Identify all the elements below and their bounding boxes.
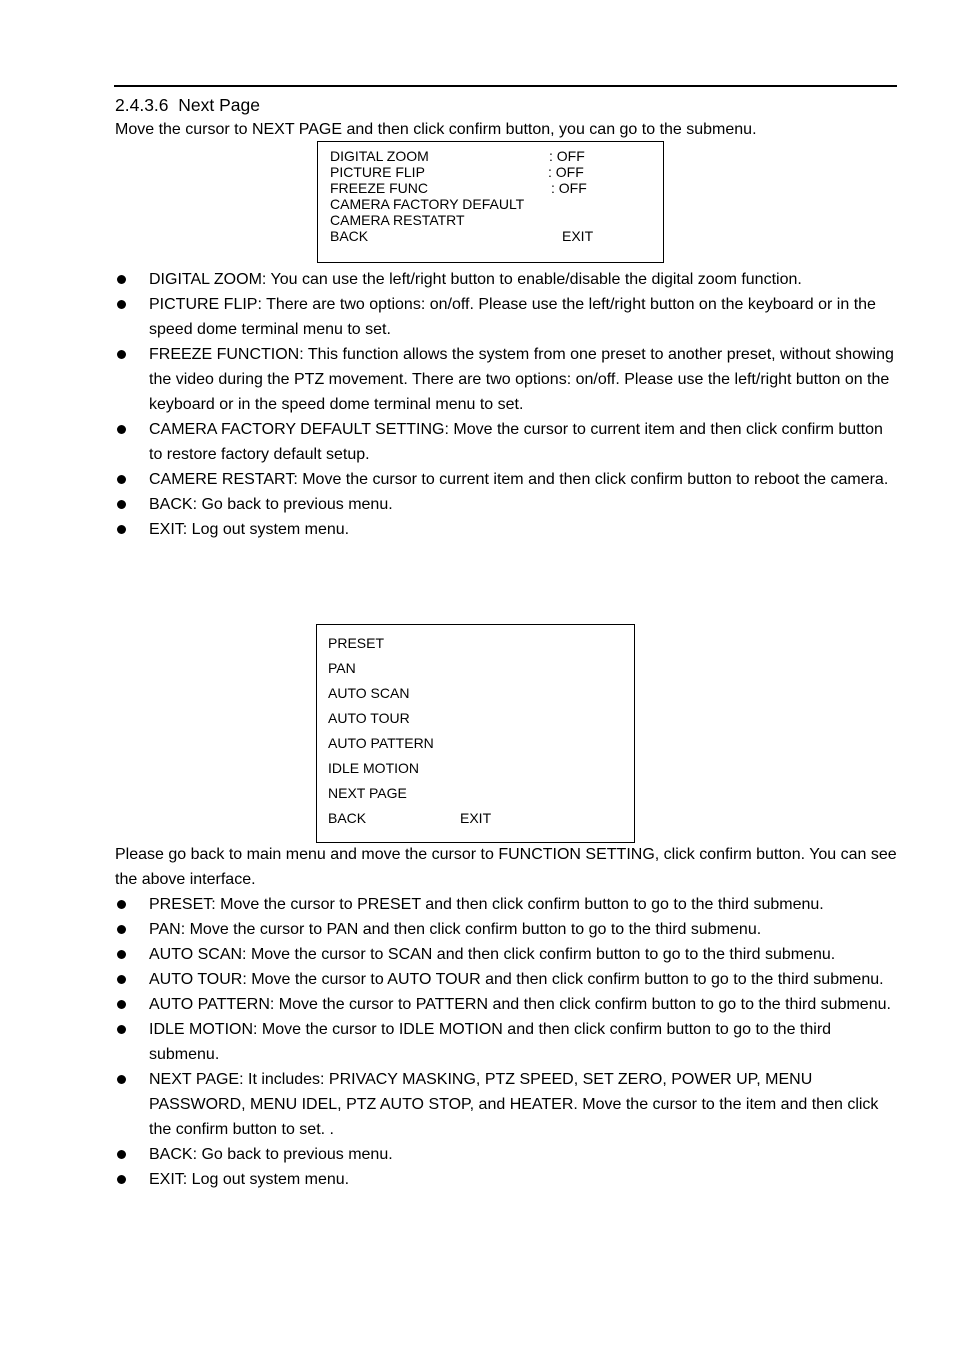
menu-item-label: PRESET [328, 635, 385, 651]
menu-item-label: IDLE MOTION [328, 760, 420, 776]
menu-item-label: AUTO PATTERN [328, 735, 434, 751]
bullet-icon [117, 1175, 126, 1184]
list-item-text: PICTURE FLIP: There are two options: on/off. Please use the left/right button on the keyboard or in the speed dome terminal menu to set. [149, 296, 876, 338]
list-item-text: FREEZE FUNCTION: This function allows the system from one preset to another preset, without showing the video during the PTZ movement. There are two options: on/off. Please use the left/right button on the keyboard or in the speed dome terminal menu to set. [149, 346, 894, 413]
submenu-item-descriptions [115, 267, 900, 542]
bullet-icon [117, 525, 126, 534]
top-rule [114, 85, 897, 87]
list-item [115, 892, 900, 917]
list-item [115, 292, 900, 342]
menu-item-label: FREEZE FUNC [330, 180, 428, 196]
bullet-icon [117, 475, 126, 484]
bullet-icon [117, 350, 126, 359]
bullet-icon [117, 500, 126, 509]
bullet-icon [117, 925, 126, 934]
list-item-text: DIGITAL ZOOM: You can use the left/right button to enable/disable the digital zoom function. [149, 271, 802, 288]
bullet-icon [117, 1075, 126, 1084]
list-item-text: CAMERA FACTORY DEFAULT SETTING: Move the cursor to current item and then click confirm button to restore factory default setup. [149, 421, 883, 463]
menu-item-label: PAN [328, 660, 356, 676]
list-item [115, 517, 900, 542]
menu-item-label: PICTURE FLIP [330, 164, 425, 180]
list-item [115, 467, 900, 492]
list-item [115, 917, 900, 942]
bullet-icon [117, 1000, 126, 1009]
list-item [115, 1067, 900, 1142]
list-item [115, 1017, 900, 1067]
menu-item-label: CAMERA FACTORY DEFAULT [330, 196, 525, 212]
bullet-icon [117, 900, 126, 909]
bullet-icon [117, 1150, 126, 1159]
list-item-text: BACK: Go back to previous menu. [149, 1146, 393, 1163]
function-setting-paragraph: Please go back to main menu and move the cursor to FUNCTION SETTING, click confirm button. You can see the above interface. [115, 846, 897, 888]
list-item-text: AUTO TOUR: Move the cursor to AUTO TOUR and then click confirm button to go to the third submenu. [149, 971, 884, 988]
list-item [115, 342, 900, 417]
bullet-icon [117, 975, 126, 984]
list-item [115, 942, 900, 967]
list-item-text: NEXT PAGE: It includes: PRIVACY MASKING, PTZ SPEED, SET ZERO, POWER UP, MENU PASSWORD, MENU IDEL, PTZ AUTO STOP, and HEATER. Move the cursor to the item and then click the confirm button to set. . [149, 1071, 879, 1138]
bullet-icon [117, 275, 126, 284]
list-item [115, 992, 900, 1017]
bullet-icon [117, 300, 126, 309]
menu-item-label: AUTO SCAN [328, 685, 410, 701]
list-item [115, 267, 900, 292]
bullet-icon [117, 425, 126, 434]
menu-item-value: : OFF [548, 164, 584, 180]
menu-exit-label: EXIT [460, 810, 492, 826]
menu-item-label: NEXT PAGE [328, 785, 407, 801]
list-item-text: EXIT: Log out system menu. [149, 1171, 350, 1188]
list-item [115, 417, 900, 467]
list-item-text: BACK: Go back to previous menu. [149, 496, 393, 513]
section-title: Next Page [178, 95, 260, 115]
function-item-descriptions [115, 892, 900, 1192]
list-item-text: PRESET: Move the cursor to PRESET and then click confirm button to go to the third submenu. [149, 896, 824, 913]
section-heading [115, 94, 260, 116]
menu-item-value: : OFF [551, 180, 587, 196]
bullet-icon [117, 950, 126, 959]
list-item-text: IDLE MOTION: Move the cursor to IDLE MOTION and then click confirm button to go to the third submenu. [149, 1021, 832, 1063]
menu-exit-label: EXIT [562, 228, 594, 244]
menu-item-label: AUTO TOUR [328, 710, 410, 726]
intro-paragraph: Move the cursor to NEXT PAGE and then click confirm button, you can go to the submenu. [115, 121, 757, 138]
menu-item-label: DIGITAL ZOOM [330, 148, 429, 164]
list-item [115, 1167, 900, 1192]
list-item-text: EXIT: Log out system menu. [149, 521, 350, 538]
menu-back-label: BACK [330, 228, 369, 244]
list-item-text: AUTO PATTERN: Move the cursor to PATTERN and then click confirm button to go to the third submenu. [149, 996, 891, 1013]
section-number: 2.4.3.6 [115, 95, 169, 115]
submenu-screen-1 [317, 141, 664, 263]
function-setting-screen [316, 624, 635, 843]
list-item [115, 492, 900, 517]
list-item [115, 967, 900, 992]
bullet-icon [117, 1025, 126, 1034]
menu-item-label: CAMERA RESTATRT [330, 212, 465, 228]
menu-item-value: : OFF [549, 148, 585, 164]
list-item-text: PAN: Move the cursor to PAN and then click confirm button to go to the third submenu. [149, 921, 762, 938]
list-item [115, 1142, 900, 1167]
menu-back-label: BACK [328, 810, 367, 826]
list-item-text: CAMERE RESTART: Move the cursor to current item and then click confirm button to reboot the camera. [149, 471, 889, 488]
list-item-text: AUTO SCAN: Move the cursor to SCAN and then click confirm button to go to the third submenu. [149, 946, 836, 963]
